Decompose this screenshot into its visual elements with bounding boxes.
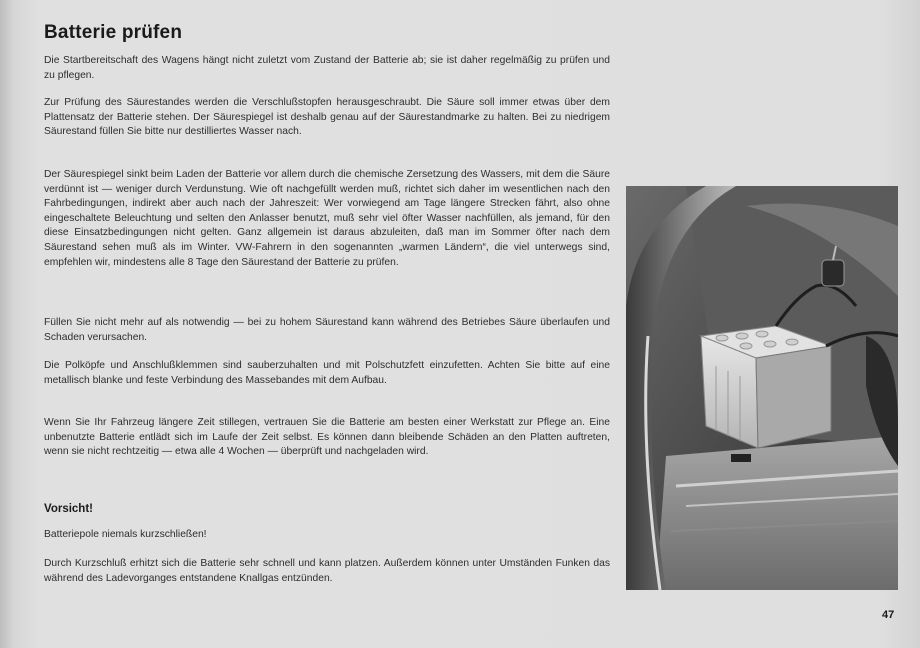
paragraph-acid-check: Zur Prüfung des Säurestandes werden die Verschlußstopfen herausgeschraubt. Die Säure soll immer etwas über dem Plattensatz der Batterie stehen. Der Säurespiegel ist deshalb genau auf der Säurestandmarke zu halten. Bei zu niedrigem Säurestand füllen Sie bitte nur destilliertes Wasser nach. — [44, 97, 610, 138]
paragraph-acid-level: Der Säurespiegel sinkt beim Laden der Batterie vor allem durch die chemische Zersetzung des Wassers, mit dem die Säure verdünnt ist — weniger durch Verdunstung. Wie oft nachgefüllt werden muß, richtet sich daher im wesentlichen nach den Fahrbedingungen, indirekt aber auch nach der Jahreszeit: Wer vorwiegend am Tage längere Strecken fährt, also ohne eingeschaltete Beleuchtung und selten den Anlasser benutzt, muß sehr viel öfter Wasser nachfüllen, als jemand, für den diese Einsatzbedingungen nicht gelten. Ganz allgemein ist daraus abzuleiten, daß man im Sommer öfter nach dem Säurestand sehen muß als im Winter. VW-Fahrern in den sogenannten „warmen Ländern“, die viel unterwegs sind, empfehlen wir, mindestens alle 8 Tage den Säurestand der Batterie zu prüfen. — [44, 169, 610, 268]
page-number: 47 — [882, 609, 895, 621]
paragraph-overfill: Füllen Sie nicht mehr auf als notwendig — bei zu hohem Säurestand kann während des Betriebes Säure überlaufen und Schaden verursachen. — [44, 317, 610, 343]
paragraph-intro: Die Startbereitschaft des Wagens hängt nicht zuletzt vom Zustand der Batterie ab; sie ist daher regelmäßig zu prüfen und zu pflegen. — [44, 55, 610, 81]
battery-photo — [626, 186, 898, 590]
paragraph-terminals: Die Polköpfe und Anschlußklemmen sind sauberzuhalten und mit Polschutzfett einzufetten. Achten Sie bitte auf eine metallisch blanke und feste Verbindung des Massebandes mit dem Aufbau. — [44, 360, 610, 386]
warning-explosion: Durch Kurzschluß erhitzt sich die Batterie sehr schnell und kann platzen. Außerdem können unter Umständen Funken das während des Ladevorganges entstandene Knallgas entzünden. — [44, 558, 610, 584]
warning-title: Vorsicht! — [44, 503, 93, 515]
paragraph-storage: Wenn Sie Ihr Fahrzeug längere Zeit stillegen, vertrauen Sie die Batterie am besten einer Werkstatt zur Pflege an. Eine unbenutzte Batterie entlädt sich im Laufe der Zeit selbst. Es können dann bleibende Schäden an den Platten auftreten, wenn sie nicht rechtzeitig — etwa alle 4 Wochen — überprüft und nachgeladen wird. — [44, 417, 610, 458]
battery-compartment-illustration — [626, 186, 898, 590]
page-title: Batterie prüfen — [44, 22, 183, 43]
warning-short-circuit: Batteriepole niemals kurzschließen! — [44, 529, 207, 540]
